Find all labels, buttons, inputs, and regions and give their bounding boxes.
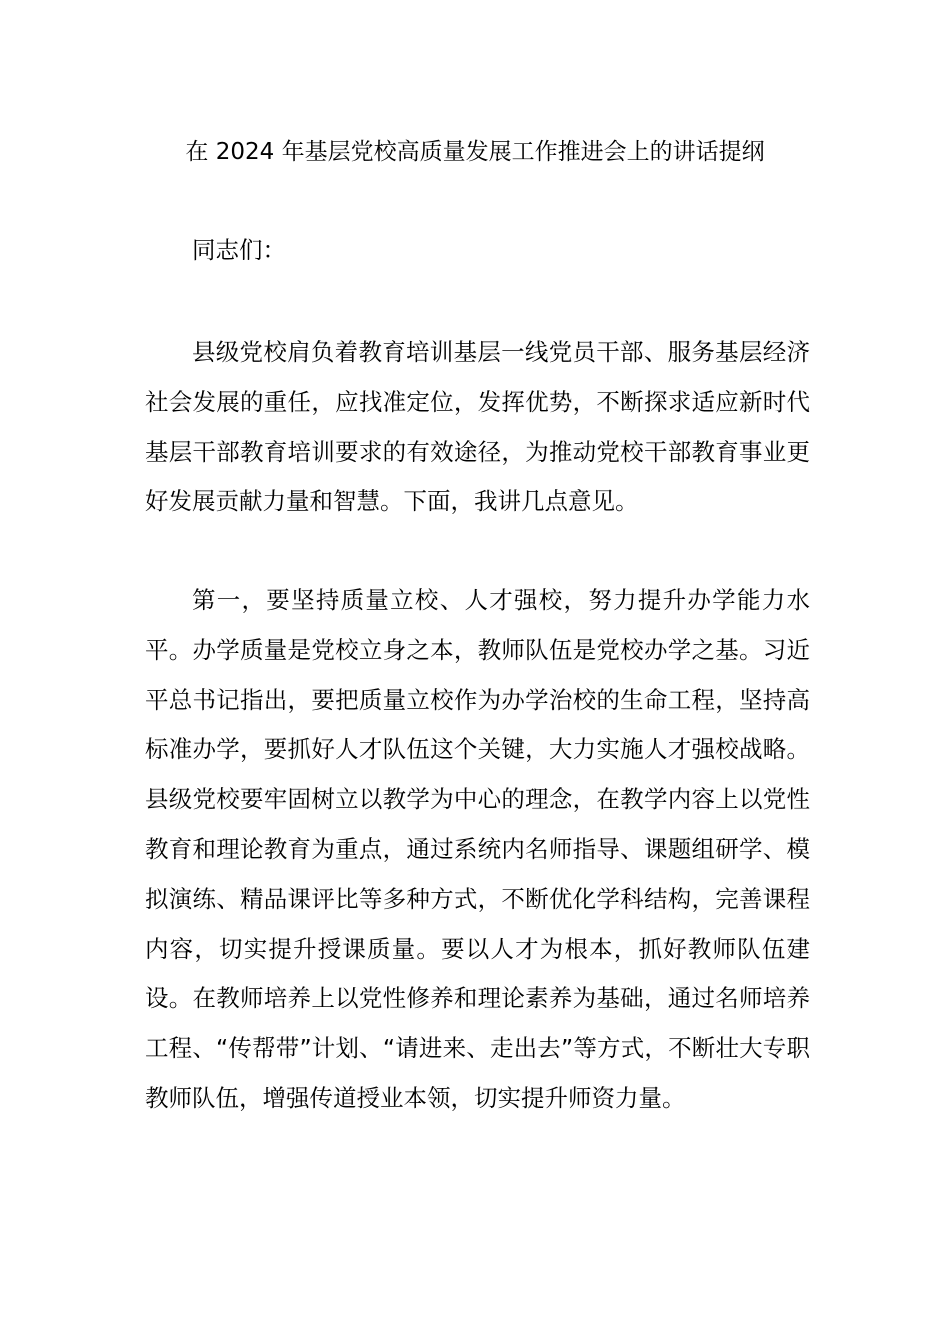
- paragraph-intro: 县级党校肩负着教育培训基层一线党员干部、服务基层经济社会发展的重任，应找准定位，发挥优势，不断探求适应新时代基层干部教育培训要求的有效途径，为推动党校干部教育事业更好发展贡献力量和智慧。下面，我讲几点意见。: [145, 338, 810, 516]
- document-title: 在 2024 年基层党校高质量发展工作推进会上的讲话提纲: [185, 139, 765, 165]
- salutation: 同志们：: [192, 236, 286, 264]
- paragraph-first-point: 第一，要坚持质量立校、人才强校，努力提升办学能力水平。办学质量是党校立身之本，教师队伍是党校办学之基。习近平总书记指出，要把质量立校作为办学治校的生命工程，坚持高标准办学，要抓好人才队伍这个关键，大力实施人才强校战略。县级党校要牢固树立以教学为中心的理念，在教学内容上以党性教育和理论教育为重点，通过系统内名师指导、课题组研学、模拟演练、精品课评比等多种方式，不断优化学科结构，完善课程内容，切实提升授课质量。要以人才为根本，抓好教师队伍建设。在教师培养上以党性修养和理论素养为基础，通过名师培养工程、“传帮带”计划、“请进来、走出去”等方式，不断壮大专职教师队伍，增强传道授业本领，切实提升师资力量。: [145, 586, 810, 1112]
